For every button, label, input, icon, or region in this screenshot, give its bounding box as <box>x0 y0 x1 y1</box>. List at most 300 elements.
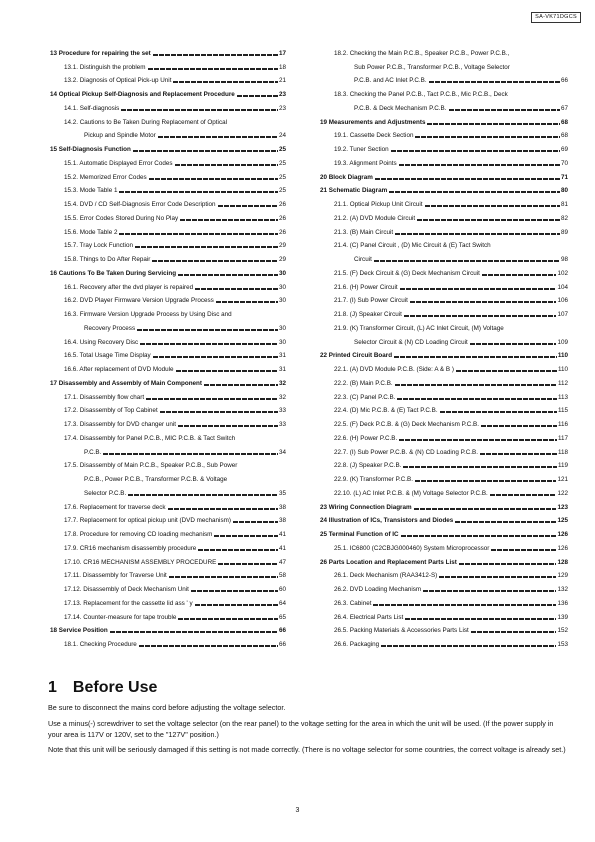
toc-entry-label: 17.11. Disassembly for Traverse Unit <box>64 572 167 580</box>
toc-subsection-entry[interactable] <box>50 223 286 237</box>
toc-subsection-entry[interactable] <box>320 85 568 99</box>
toc-page-number: 30 <box>278 338 286 346</box>
toc-dot-leader <box>399 439 557 441</box>
toc-dot-leader <box>121 109 278 111</box>
toc-page-number: 66 <box>278 641 286 648</box>
toc-entry-label: 17.8. Procedure for removing CD loading mechanism <box>64 531 213 538</box>
toc-page-number: 25 <box>278 173 286 181</box>
toc-dot-leader <box>168 508 278 510</box>
toc-entry-label: 21.4. (C) Panel Circuit , (D) Mic Circuit & (E) Tact Switch <box>334 242 491 250</box>
toc-subsection-entry[interactable] <box>320 635 568 649</box>
toc-subsection-entry[interactable] <box>320 237 568 251</box>
toc-subsection-entry[interactable] <box>50 388 286 402</box>
toc-page-number: 126 <box>557 531 568 538</box>
toc-page-number: 21 <box>278 77 286 85</box>
toc-section-entry[interactable] <box>50 264 286 278</box>
toc-dot-leader <box>511 54 567 56</box>
toc-entry-label: 21.2. (A) DVD Module Circuit <box>334 214 416 222</box>
toc-entry-label: Circuit <box>354 256 372 263</box>
toc-section-entry[interactable] <box>50 85 286 99</box>
toc-page-number: 106 <box>557 297 568 305</box>
toc-dot-leader <box>381 645 556 647</box>
toc-subsection-entry[interactable] <box>320 333 568 347</box>
toc-page-number: 33 <box>278 407 286 415</box>
toc-page-number: 70 <box>560 159 568 167</box>
toc-page-number: 65 <box>278 613 286 621</box>
toc-subsection-entry[interactable] <box>320 99 568 113</box>
toc-dot-leader <box>375 178 560 180</box>
toc-entry-label: 16.3. Firmware Version Upgrade Process by Using Disc and <box>64 311 232 318</box>
toc-dot-leader <box>429 81 560 83</box>
toc-subsection-entry[interactable] <box>50 470 286 484</box>
model-number-box: SA-VK71DGCS <box>531 12 581 23</box>
toc-dot-leader <box>148 68 278 70</box>
section-number: 1 <box>48 679 57 696</box>
toc-entry-label: 17 Disassembly and Assembly of Main Component <box>50 379 202 387</box>
toc-subsection-entry[interactable] <box>50 512 286 526</box>
toc-entry-label: Recovery Process <box>84 324 136 332</box>
toc-dot-leader <box>415 480 557 482</box>
toc-dot-leader <box>389 191 560 193</box>
toc-page-number: 139 <box>557 613 568 621</box>
toc-subsection-entry[interactable] <box>320 44 568 58</box>
toc-page-number: 24 <box>278 132 286 140</box>
toc-page-number: 132 <box>557 586 568 593</box>
toc-page-number: 31 <box>278 352 286 360</box>
toc-entry-label: P.C.B. <box>84 448 102 456</box>
toc-page-number: 30 <box>278 324 286 332</box>
toc-entry-label: 15.6. Mode Table 2 <box>64 228 118 236</box>
toc-subsection-entry[interactable] <box>320 250 568 264</box>
toc-dot-leader <box>512 68 567 70</box>
toc-dot-leader <box>239 466 285 468</box>
toc-dot-leader <box>399 164 560 166</box>
toc-subsection-entry[interactable] <box>320 209 568 223</box>
toc-entry-label: 23 Wiring Connection Diagram <box>320 503 412 511</box>
toc-entry-label: 17.5. Disassembly of Main P.C.B., Speaker P.C.B., Sub Power <box>64 462 238 470</box>
toc-dot-leader <box>456 370 557 372</box>
toc-entry-label: 19 Measurements and Adjustments <box>320 118 426 126</box>
toc-page-number: 116 <box>557 421 568 428</box>
toc-entry-label: 22.5. (F) Deck P.C.B. & (G) Deck Mechanism P.C.B. <box>334 421 479 428</box>
toc-dot-leader <box>195 288 278 290</box>
toc-subsection-entry[interactable] <box>50 250 286 264</box>
toc-entry-label: 15.7. Tray Lock Function <box>64 242 133 250</box>
toc-page-number: 30 <box>278 269 286 277</box>
toc-page-number: 38 <box>278 503 286 511</box>
toc-subsection-entry[interactable] <box>50 195 286 209</box>
toc-subsection-entry[interactable] <box>320 388 568 402</box>
toc-page-number: 29 <box>278 256 286 263</box>
toc-subsection-entry[interactable] <box>320 58 568 72</box>
toc-section-entry[interactable] <box>320 347 568 361</box>
toc-subsection-entry[interactable] <box>50 72 286 86</box>
toc-entry-label: 22 Printed Circuit Board <box>320 352 393 360</box>
toc-entry-label: 14.1. Self-diagnosis <box>64 104 120 112</box>
toc-entry-label: 24 Illustration of ICs, Transistors and Diodes <box>320 517 454 525</box>
paragraph-disconnect-mains: Be sure to disconnect the mains cord before adjusting the voltage selector. <box>48 703 286 712</box>
toc-dot-leader <box>139 645 278 647</box>
toc-page-number: 30 <box>278 297 286 305</box>
toc-page-number: 31 <box>278 366 286 373</box>
toc-dot-leader <box>510 95 567 97</box>
toc-dot-leader <box>423 590 556 592</box>
toc-entry-label: 26.4. Electrical Parts List <box>334 613 404 621</box>
toc-entry-label: 22.7. (I) Sub Power P.C.B. & (N) CD Loading P.C.B. <box>334 448 478 456</box>
toc-subsection-entry[interactable] <box>50 360 286 374</box>
toc-page-number: 82 <box>560 214 568 222</box>
toc-page-number: 66 <box>560 77 568 85</box>
toc-entry-label: 15.4. DVD / CD Self-Diagnosis Error Code Description <box>64 201 216 208</box>
toc-entry-label: 13 Procedure for repairing the set <box>50 49 151 57</box>
toc-column-right <box>320 44 568 649</box>
toc-page-number: 80 <box>560 187 568 195</box>
toc-entry-label: 15 Self-Diagnosis Function <box>50 146 131 153</box>
toc-subsection-entry[interactable] <box>50 429 286 443</box>
toc-page-number: 25 <box>278 159 286 167</box>
toc-entry-label: 15.1. Automatic Displayed Error Codes <box>64 159 173 167</box>
toc-dot-leader <box>417 219 560 221</box>
toc-subsection-entry[interactable] <box>50 484 286 498</box>
toc-dot-leader <box>373 604 556 606</box>
toc-section-entry[interactable] <box>50 44 286 58</box>
toc-entry-label: 22.3. (C) Panel P.C.B. <box>334 393 396 401</box>
toc-dot-leader <box>482 274 557 276</box>
toc-entry-label: 22.10. (L) AC Inlet P.C.B. & (M) Voltage Selector P.C.B. <box>334 489 488 497</box>
toc-subsection-entry[interactable] <box>320 580 568 594</box>
toc-subsection-entry[interactable] <box>50 594 286 608</box>
toc-dot-leader <box>394 356 557 358</box>
toc-section-entry[interactable] <box>320 498 568 512</box>
toc-dot-leader <box>214 535 278 537</box>
toc-entry-label: 21.1. Optical Pickup Unit Circuit <box>334 201 423 208</box>
toc-dot-leader <box>234 315 285 317</box>
toc-page-number: 104 <box>557 283 568 291</box>
toc-entry-label: 25.1. IC6800 (C2CBJG000460) System Microprocessor <box>334 544 490 552</box>
toc-subsection-entry[interactable] <box>50 498 286 512</box>
toc-dot-leader <box>481 425 557 427</box>
toc-dot-leader <box>506 329 567 331</box>
toc-entry-label: 17.13. Replacement for the cassette lid ass ' y <box>64 599 193 607</box>
toc-entry-label: 14 Optical Pickup Self-Diagnosis and Replacement Procedure <box>50 91 235 98</box>
toc-entry-label: 26.5. Packing Materials & Accessories Parts List <box>334 627 469 635</box>
toc-entry-label: 17.1. Disassembly flow chart <box>64 393 145 401</box>
toc-dot-leader <box>135 246 278 248</box>
toc-page-number: 152 <box>557 627 568 635</box>
toc-entry-label: 22.1. (A) DVD Module P.C.B. (Side: A & B ) <box>334 366 454 373</box>
toc-subsection-entry[interactable] <box>50 305 286 319</box>
toc-subsection-entry[interactable] <box>320 360 568 374</box>
toc-dot-leader <box>229 123 285 125</box>
toc-page-number: 125 <box>557 517 568 525</box>
toc-dot-leader <box>405 618 556 620</box>
toc-subsection-entry[interactable] <box>320 402 568 416</box>
toc-subsection-entry[interactable] <box>320 539 568 553</box>
toc-entry-label: 17.7. Replacement for optical pickup unit (DVD mechanism) <box>64 517 231 525</box>
toc-subsection-entry[interactable] <box>320 608 568 622</box>
toc-page-number: 23 <box>278 91 286 98</box>
toc-page-number: 117 <box>557 434 568 442</box>
toc-dot-leader <box>427 123 560 125</box>
toc-entry-label: 21.3. (B) Main Circuit <box>334 228 394 236</box>
toc-dot-leader <box>191 590 278 592</box>
toc-subsection-entry[interactable] <box>320 567 568 581</box>
toc-dot-leader <box>180 219 278 221</box>
toc-page-number: 129 <box>557 572 568 580</box>
toc-subsection-entry[interactable] <box>50 58 286 72</box>
toc-dot-leader <box>439 576 556 578</box>
toc-page-number: 32 <box>278 393 286 401</box>
toc-subsection-entry[interactable] <box>50 567 286 581</box>
toc-subsection-entry[interactable] <box>320 223 568 237</box>
toc-entry-label: P.C.B. & Deck Mechanism P.C.B. <box>354 104 447 112</box>
toc-subsection-entry[interactable] <box>320 127 568 141</box>
toc-entry-label: 19.3. Alignment Points <box>334 159 397 167</box>
toc-dot-leader <box>218 205 278 207</box>
toc-page-number: 98 <box>560 256 568 263</box>
toc-entry-label: 13.1. Distinguish the problem <box>64 63 146 71</box>
toc-entry-label: 22.8. (J) Speaker P.C.B. <box>334 462 402 470</box>
toc-subsection-entry[interactable] <box>320 264 568 278</box>
toc-subsection-entry[interactable] <box>50 333 286 347</box>
toc-entry-label: 21.8. (J) Speaker Circuit <box>334 311 402 318</box>
toc-page-number: 38 <box>278 517 286 525</box>
toc-dot-leader <box>237 95 278 97</box>
toc-subsection-entry[interactable] <box>320 470 568 484</box>
toc-page-number: 17 <box>278 49 286 57</box>
toc-dot-leader <box>237 439 285 441</box>
toc-page-number: 89 <box>560 228 568 236</box>
toc-dot-leader <box>146 398 278 400</box>
toc-section-entry[interactable] <box>320 182 568 196</box>
toc-page-number: 26 <box>278 201 286 208</box>
toc-subsection-entry[interactable] <box>320 484 568 498</box>
toc-section-entry[interactable] <box>320 553 568 567</box>
toc-subsection-entry[interactable] <box>50 443 286 457</box>
toc-subsection-entry[interactable] <box>320 305 568 319</box>
toc-subsection-entry[interactable] <box>320 154 568 168</box>
toc-page-number: 68 <box>560 118 568 126</box>
toc-page-number: 25 <box>278 187 286 195</box>
toc-subsection-entry[interactable] <box>50 237 286 251</box>
toc-entry-label: 17.14. Counter-measure for tape trouble <box>64 613 177 621</box>
toc-dot-leader <box>493 246 567 248</box>
toc-dot-leader <box>455 521 556 523</box>
toc-subsection-entry[interactable] <box>320 429 568 443</box>
toc-section-entry[interactable] <box>50 140 286 154</box>
toc-entry-label: 15.2. Memorized Error Codes <box>64 173 147 181</box>
toc-entry-label: 21.9. (K) Transformer Circuit, (L) AC Inlet Circuit, (M) Voltage <box>334 324 504 332</box>
toc-page-number: 110 <box>557 352 568 360</box>
toc-entry-label: 19.1. Cassette Deck Section <box>334 132 414 140</box>
toc-dot-leader <box>490 494 557 496</box>
toc-page-number: 122 <box>557 489 568 497</box>
toc-entry-label: 22.4. (D) Mic P.C.B. & (E) Tact P.C.B. <box>334 407 438 415</box>
toc-dot-leader <box>233 521 278 523</box>
toc-section-entry[interactable] <box>320 168 568 182</box>
toc-section-entry[interactable] <box>320 113 568 127</box>
toc-entry-label: 17.4. Disassembly for Panel P.C.B., MIC P.C.B. & Tact Switch <box>64 434 236 442</box>
toc-dot-leader <box>137 329 278 331</box>
toc-page-number: 126 <box>557 544 568 552</box>
toc-page-number: 41 <box>278 531 286 538</box>
toc-dot-leader <box>471 631 557 633</box>
toc-page-number: 34 <box>278 448 286 456</box>
toc-section-entry[interactable] <box>320 512 568 526</box>
toc-dot-leader <box>440 411 557 413</box>
toc-entry-label: Selector P.C.B. <box>84 489 127 497</box>
toc-entry-label: 18.2. Checking the Main P.C.B., Speaker P.C.B., Power P.C.B., <box>334 49 510 57</box>
toc-subsection-entry[interactable] <box>50 99 286 113</box>
toc-page-number: 23 <box>278 104 286 112</box>
toc-subsection-entry[interactable] <box>320 622 568 636</box>
toc-dot-leader <box>480 453 557 455</box>
toc-dot-leader <box>176 370 278 372</box>
toc-entry-label: 26.6. Packaging <box>334 641 380 648</box>
toc-dot-leader <box>178 274 278 276</box>
toc-page-number: 118 <box>557 448 568 456</box>
toc-subsection-entry[interactable] <box>320 195 568 209</box>
toc-subsection-entry[interactable] <box>50 319 286 333</box>
toc-entry-label: 15.8. Things to Do After Repair <box>64 256 151 263</box>
toc-page-number: 67 <box>560 104 568 112</box>
toc-entry-label: 17.6. Replacement for traverse deck <box>64 503 166 511</box>
toc-section-entry[interactable] <box>50 374 286 388</box>
toc-dot-leader <box>410 301 557 303</box>
toc-page-number: 109 <box>557 338 568 346</box>
toc-dot-leader <box>395 233 560 235</box>
toc-entry-label: 22.9. (K) Transformer P.C.B. <box>334 476 413 483</box>
toc-entry-label: 21.7. (I) Sub Power Circuit <box>334 297 408 305</box>
toc-entry-label: 25 Terminal Function of IC <box>320 531 399 538</box>
toc-subsection-entry[interactable] <box>50 553 286 567</box>
toc-page-number: 81 <box>560 201 568 208</box>
toc-entry-label: P.C.B. and AC Inlet P.C.B. <box>354 77 427 85</box>
toc-subsection-entry[interactable] <box>320 292 568 306</box>
toc-dot-leader <box>415 136 560 138</box>
toc-dot-leader <box>216 301 278 303</box>
toc-dot-leader <box>459 563 557 565</box>
toc-page-number: 102 <box>557 269 568 277</box>
toc-subsection-entry[interactable] <box>50 347 286 361</box>
toc-entry-label: 26.2. DVD Loading Mechanism <box>334 586 422 593</box>
toc-subsection-entry[interactable] <box>50 209 286 223</box>
toc-subsection-entry[interactable] <box>320 72 568 86</box>
toc-section-entry[interactable] <box>50 622 286 636</box>
toc-subsection-entry[interactable] <box>50 278 286 292</box>
toc-dot-leader <box>133 150 278 152</box>
toc-page-number: 29 <box>278 242 286 250</box>
toc-dot-leader <box>397 398 556 400</box>
toc-dot-leader <box>119 191 278 193</box>
toc-subsection-entry[interactable] <box>50 457 286 471</box>
toc-entry-label: 16.1. Recovery after the dvd player is repaired <box>64 283 194 291</box>
toc-entry-label: 19.2. Tuner Section <box>334 146 389 153</box>
toc-page-number: 123 <box>557 503 568 511</box>
toc-subsection-entry[interactable] <box>320 415 568 429</box>
toc-dot-leader <box>404 315 557 317</box>
toc-entry-label: 16.6. After replacement of DVD Module <box>64 366 174 373</box>
toc-dot-leader <box>195 604 278 606</box>
toc-section-entry[interactable] <box>320 525 568 539</box>
toc-dot-leader <box>110 631 278 633</box>
toc-entry-label: 16.2. DVD Player Firmware Version Upgrade Process <box>64 297 214 305</box>
toc-page-number: 66 <box>278 627 286 635</box>
toc-subsection-entry[interactable] <box>50 182 286 196</box>
toc-entry-label: 17.3. Disassembly for DVD changer unit <box>64 421 176 428</box>
toc-dot-leader <box>160 411 278 413</box>
toc-subsection-entry[interactable] <box>50 168 286 182</box>
toc-subsection-entry[interactable] <box>50 635 286 649</box>
toc-entry-label: 16.4. Using Recovery Disc <box>64 338 139 346</box>
toc-entry-label: 26.3. Cabinet <box>334 599 372 607</box>
toc-page-number: 32 <box>278 379 286 387</box>
toc-page-number: 58 <box>278 572 286 580</box>
toc-dot-leader <box>400 288 557 290</box>
toc-subsection-entry[interactable] <box>50 539 286 553</box>
paragraph-damage-warning: Note that this unit will be seriously damaged if this setting is not made correctly. (There is no voltage selector for some countries, the correct voltage is already set.) <box>48 745 566 754</box>
toc-page-number: 128 <box>557 558 568 566</box>
toc-dot-leader <box>103 453 278 455</box>
toc-subsection-entry[interactable] <box>50 415 286 429</box>
toc-subsection-entry[interactable] <box>50 608 286 622</box>
toc-entry-label: 26 Parts Location and Replacement Parts List <box>320 558 457 566</box>
toc-subsection-entry[interactable] <box>50 402 286 416</box>
toc-dot-leader <box>449 109 560 111</box>
toc-dot-leader <box>149 178 278 180</box>
toc-dot-leader <box>178 425 278 427</box>
toc-entry-label: P.C.B., Power P.C.B., Transformer P.C.B. & Voltage <box>84 476 228 483</box>
section-title-text: Before Use <box>72 679 158 696</box>
toc-page-number: 30 <box>278 283 286 291</box>
toc-page-number: 153 <box>557 641 568 648</box>
toc-subsection-entry[interactable] <box>320 319 568 333</box>
toc-entry-label: 17.12. Disassembly of Deck Mechanism Unit <box>64 586 189 593</box>
toc-page-number: 107 <box>557 311 568 318</box>
toc-subsection-entry[interactable] <box>320 457 568 471</box>
toc-page-number: 47 <box>278 558 286 566</box>
toc-dot-leader <box>425 205 560 207</box>
toc-entry-label: 18.3. Checking the Panel P.C.B., Tact P.C.B., Mic P.C.B., Deck <box>334 91 508 98</box>
toc-dot-leader <box>204 384 278 386</box>
toc-subsection-entry[interactable] <box>50 113 286 127</box>
toc-page-number: 112 <box>557 379 568 387</box>
toc-page-number: 110 <box>557 366 568 373</box>
toc-subsection-entry[interactable] <box>50 154 286 168</box>
toc-subsection-entry[interactable] <box>320 278 568 292</box>
toc-dot-leader <box>178 618 278 620</box>
toc-subsection-entry[interactable] <box>50 292 286 306</box>
toc-dot-leader <box>128 494 278 496</box>
toc-dot-leader <box>470 343 557 345</box>
toc-subsection-entry[interactable] <box>320 374 568 388</box>
toc-subsection-entry[interactable] <box>50 525 286 539</box>
toc-subsection-entry[interactable] <box>320 594 568 608</box>
toc-entry-label: 26.1. Deck Mechanism (RAA3412-S) <box>334 572 438 580</box>
toc-subsection-entry[interactable] <box>50 580 286 594</box>
toc-dot-leader <box>403 466 557 468</box>
toc-dot-leader <box>218 563 278 565</box>
toc-dot-leader <box>169 576 278 578</box>
toc-dot-leader <box>198 549 278 551</box>
toc-dot-leader <box>153 54 278 56</box>
toc-dot-leader <box>152 260 278 262</box>
toc-subsection-entry[interactable] <box>320 443 568 457</box>
toc-subsection-entry[interactable] <box>50 127 286 141</box>
toc-entry-label: 18.1. Checking Procedure <box>64 641 137 648</box>
toc-entry-label: 22.2. (B) Main P.C.B. <box>334 379 393 387</box>
toc-subsection-entry[interactable] <box>320 140 568 154</box>
